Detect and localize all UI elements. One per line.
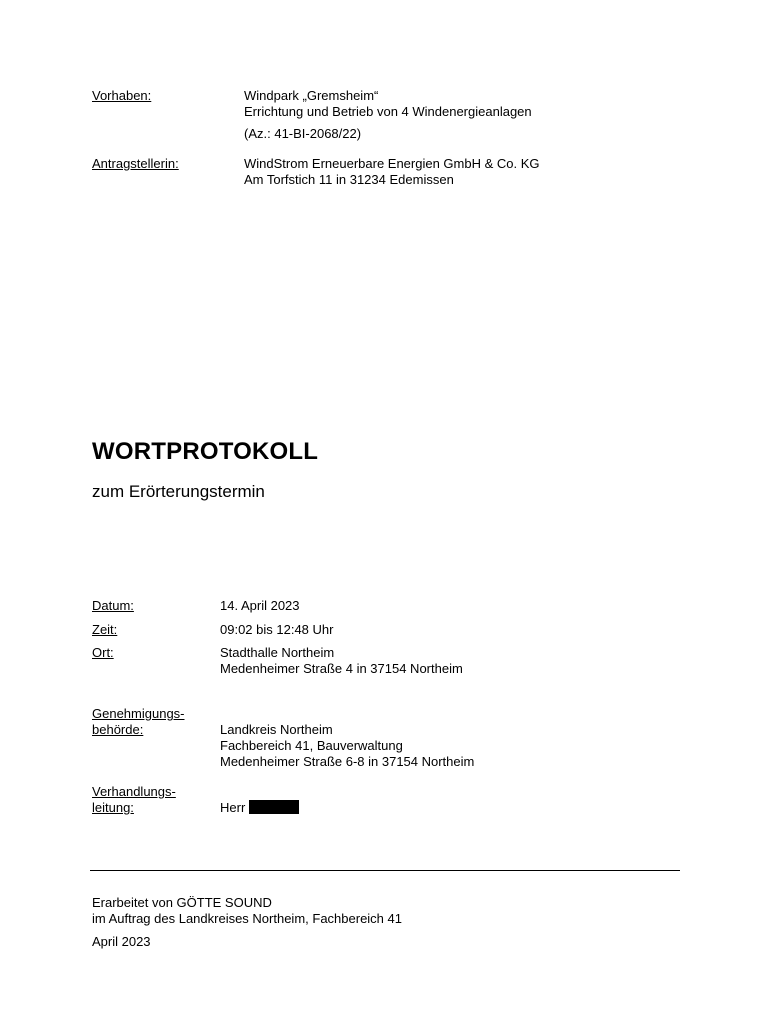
verhandlungsleitung-value (220, 800, 299, 815)
ort-line-1: Stadthalle Northeim (220, 645, 335, 660)
vorhaben-line-1: Windpark „Gremsheim“ (244, 88, 379, 103)
vorhaben-az: (Az.: 41-BI-2068/22) (244, 126, 362, 141)
document-title: WORTPROTOKOLL (92, 438, 319, 465)
antragstellerin-label: Antragstellerin: (92, 156, 179, 171)
behoerde-line-1: Landkreis Northeim (220, 722, 333, 737)
footer-date: April 2023 (92, 934, 151, 949)
datum-value: 14. April 2023 (220, 598, 300, 613)
vorhaben-line-2: Errichtung und Betrieb von 4 Windenergieanlagen (244, 104, 532, 119)
antragstellerin-line-1: WindStrom Erneuerbare Energien GmbH & Co. KG (244, 156, 540, 171)
behoerde-line-2: Fachbereich 41, Bauverwaltung (220, 738, 403, 753)
behoerde-value (220, 722, 474, 770)
divider-line (90, 870, 680, 871)
datum-label: Datum: (92, 598, 134, 613)
ort-line-2: Medenheimer Straße 4 in 37154 Northeim (220, 661, 463, 676)
behoerde-label-line-2: behörde: (92, 722, 144, 737)
redaction-block (249, 800, 299, 814)
ort-value (220, 645, 463, 677)
verhandlungsleitung-label-line-1: Verhandlungs- (92, 784, 176, 799)
footer (92, 895, 402, 950)
behoerde-label (92, 706, 185, 738)
zeit-value: 09:02 bis 12:48 Uhr (220, 622, 334, 637)
behoerde-label-line-1: Genehmigungs- (92, 706, 185, 721)
ort-label: Ort: (92, 645, 114, 660)
document-subtitle: zum Erörterungstermin (92, 482, 265, 501)
vorhaben-value (244, 88, 532, 142)
footer-line-2: im Auftrag des Landkreises Northeim, Fachbereich 41 (92, 911, 402, 926)
verhandlungsleitung-label-line-2: leitung: (92, 800, 134, 815)
antragstellerin-line-2: Am Torfstich 11 in 31234 Edemissen (244, 172, 454, 187)
behoerde-line-3: Medenheimer Straße 6-8 in 37154 Northeim (220, 754, 475, 769)
verhandlungsleitung-label (92, 784, 176, 816)
verhandlungsleitung-name: Herr (220, 800, 246, 815)
footer-line-1: Erarbeitet von GÖTTE SOUND (92, 895, 272, 910)
antragstellerin-value (244, 156, 540, 188)
vorhaben-label: Vorhaben: (92, 88, 152, 103)
zeit-label: Zeit: (92, 622, 118, 637)
